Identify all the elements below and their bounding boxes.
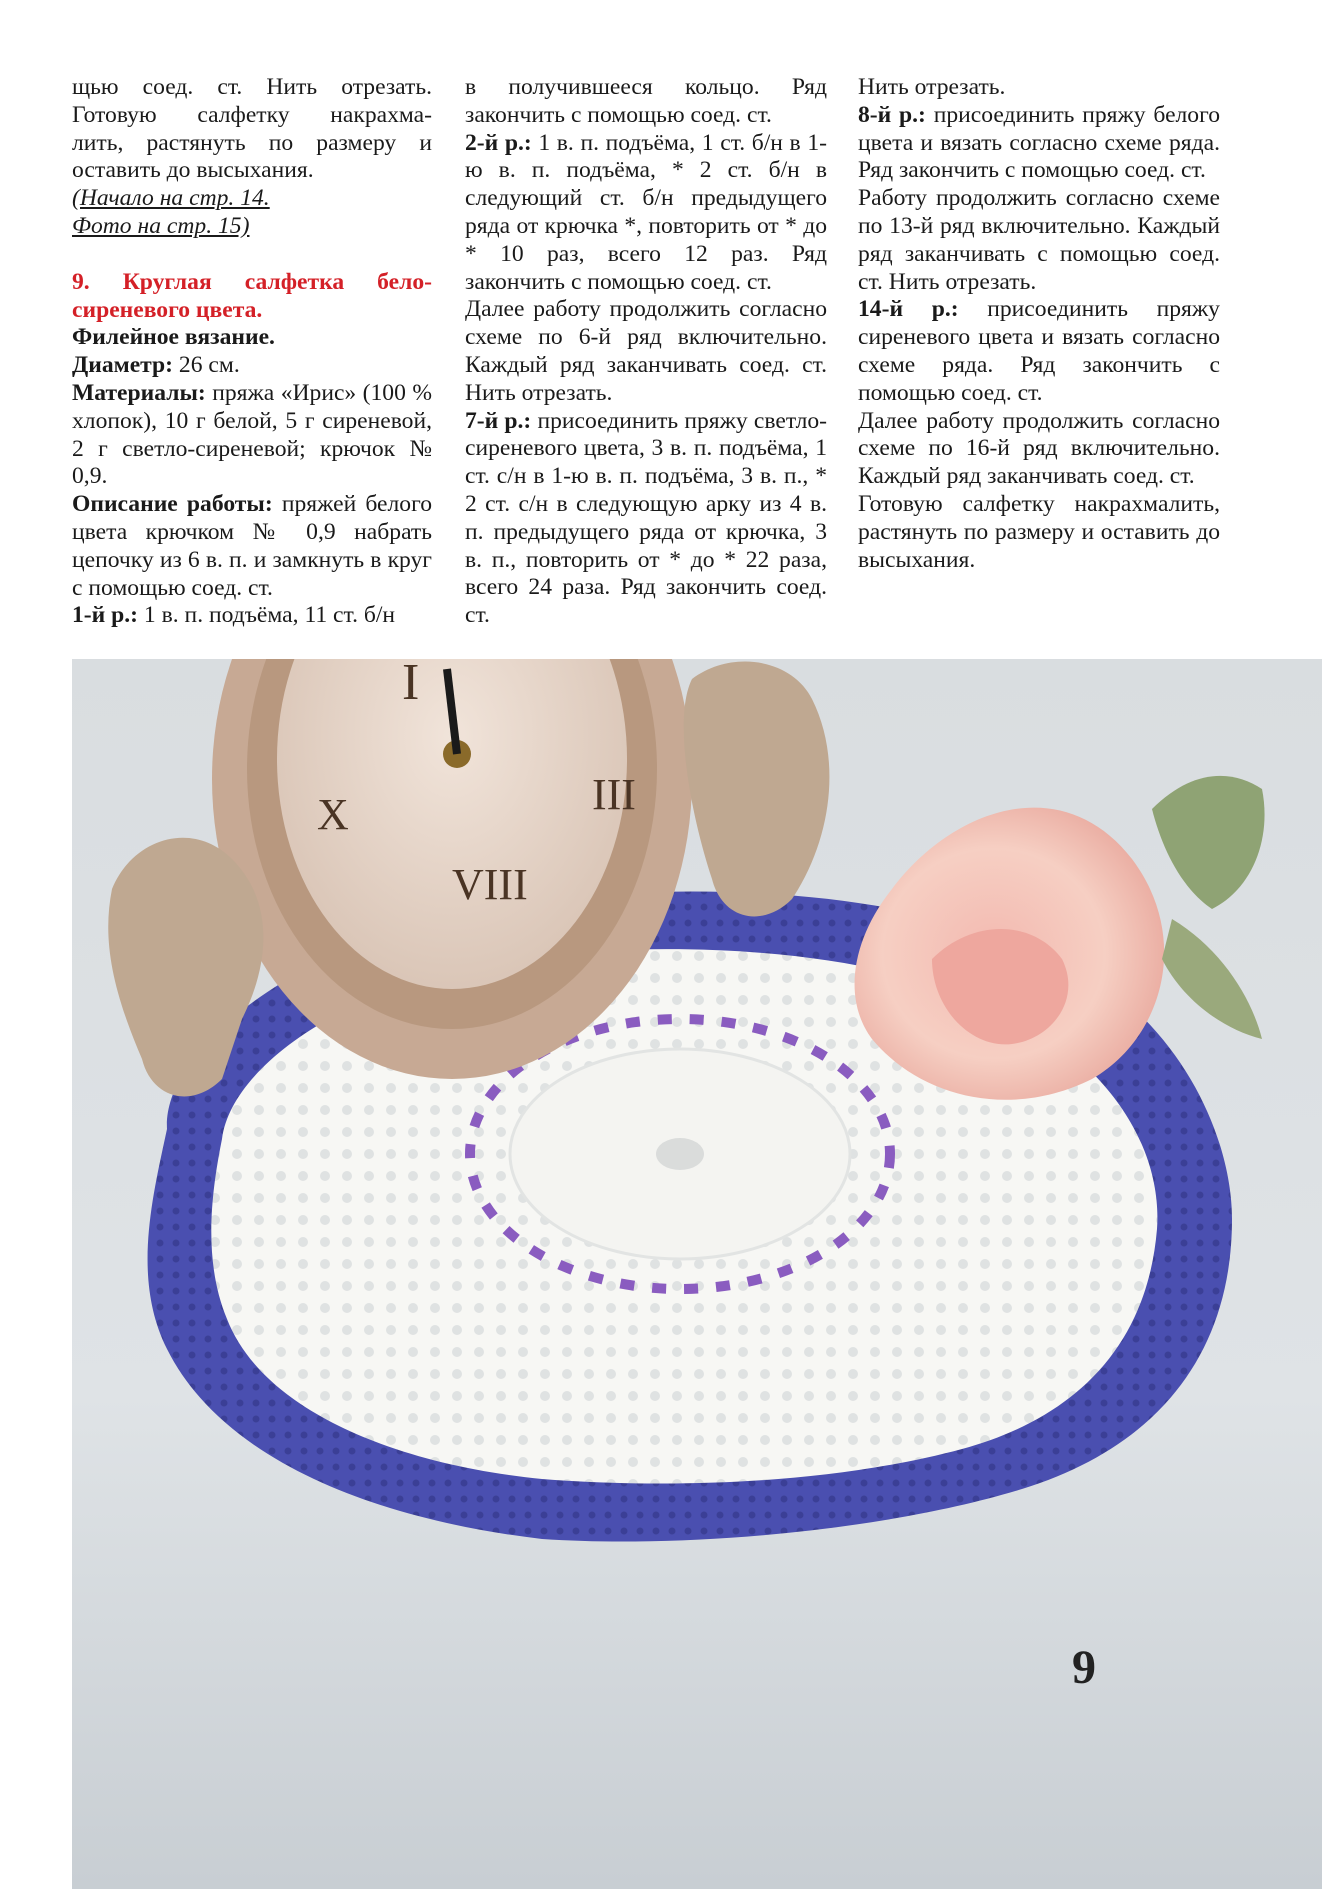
row-1-text: 1 в. п. подъёма, 11 ст. б/н	[138, 602, 396, 629]
article-title-cont: сиреневого цвета.	[72, 296, 263, 323]
text-paragraph: Далее работу продолжить согласно схеме по 6-й ряд включительно. Каждый ряд заканчивать соед. ст. Нить отрезать.	[465, 296, 827, 406]
description-text: пряжей белого цвета крючком № 0,9 набрать цепочку из 6 в. п. и замкнуть в круг с помощью соед. ст.	[72, 491, 432, 601]
row-1-label: 1-й р.:	[72, 602, 139, 629]
materials-text: пряжа «Ирис» (100 % хлопок), 10 г белой, 5 г сиреневой, 2 г светло-сиреневой; крючок № 0,9.	[72, 379, 432, 490]
diameter-label: Диаметр:	[72, 352, 174, 379]
materials	[72, 380, 432, 491]
diameter	[72, 352, 432, 380]
technique: Филейное вязание.	[72, 324, 275, 351]
article-title: 9. Круглая салфетка бело-	[72, 268, 432, 295]
text-column-1	[72, 74, 432, 630]
row-7	[465, 408, 827, 630]
svg-text:III: III	[592, 770, 636, 819]
row-8-text: присоединить пряжу белого цвета и вязать согласно схеме ряда. Ряд закончить с помощью соед. ст.	[858, 101, 1220, 184]
svg-text:X: X	[317, 790, 349, 839]
text-column-3	[858, 74, 1220, 574]
diameter-value: 26 см.	[173, 352, 240, 379]
row-7-label: 7-й р.:	[465, 407, 532, 434]
text-line: Готовую салфетку накрахма-	[72, 101, 432, 128]
row-2-label: 2-й р.:	[465, 129, 532, 156]
text-paragraph: в получившееся кольцо. Ряд закончить с помощью соед. ст.	[465, 74, 827, 128]
text-paragraph: Далее работу продолжить согласно схеме по 16-й ряд включительно. Каждый ряд заканчивать соед. ст.	[858, 407, 1220, 490]
materials-label: Материалы:	[72, 379, 206, 406]
text-column-2	[465, 74, 827, 630]
row-14-text: присоединить пряжу сиреневого цвета и вязать согласно схеме ряда. Ряд закончить с помощью соед. ст.	[858, 296, 1220, 406]
row-2	[465, 130, 827, 297]
description	[72, 491, 432, 602]
row-8-label: 8-й р.:	[858, 101, 926, 128]
text-paragraph: Работу продолжить согласно схеме по 13-й ряд включительно. Каждый ряд заканчивать с помощью соед. ст. Нить отрезать.	[858, 185, 1220, 295]
photo-reference: Фото на стр. 15)	[72, 212, 250, 239]
text-line: оставить до высыхания.	[72, 157, 314, 184]
row-14-label: 14-й р.:	[858, 296, 959, 323]
doily-photo	[72, 659, 1322, 1889]
row-7-text: присоединить пряжу светло-сиреневого цвета, 3 в. п. подъёма, 1 ст. с/н в 1-ю в. п. подъёма, 3 в. п., * 2 ст. с/н в следующую арку из 4 в. п. предыдущего ряда от крючка, 3 в. п., повторить от * до * 22 раза, всего 24 раза. Ряд закончить соед. ст.	[465, 407, 827, 629]
description-label: Описание работы:	[72, 491, 273, 518]
text-line: щью соед. ст. Нить отрезать.	[72, 74, 432, 100]
row-14	[858, 296, 1220, 407]
row-2-text: 1 в. п. подъёма, 1 ст. б/н в 1-ю в. п. подъёма, * 2 ст. б/н в следующий ст. б/н предыдущего ряда от крючка *, повторить от * до * 10 раз, всего 12 раз. Ряд закончить с помощью соед. ст.	[465, 129, 827, 295]
row-8	[858, 102, 1220, 185]
page-reference: (Начало на стр. 14.	[72, 185, 270, 212]
text-line: лить, растянуть по размеру и	[72, 129, 432, 156]
text-paragraph: Нить отрезать.	[858, 74, 1006, 100]
row-1	[72, 602, 432, 630]
text-paragraph: Готовую салфетку накрахмалить, растянуть по размеру и оставить до высыхания.	[858, 490, 1220, 573]
svg-text:VIII: VIII	[452, 860, 528, 909]
page-number: 9	[1072, 1641, 1096, 1694]
svg-text:I: I	[402, 659, 420, 711]
